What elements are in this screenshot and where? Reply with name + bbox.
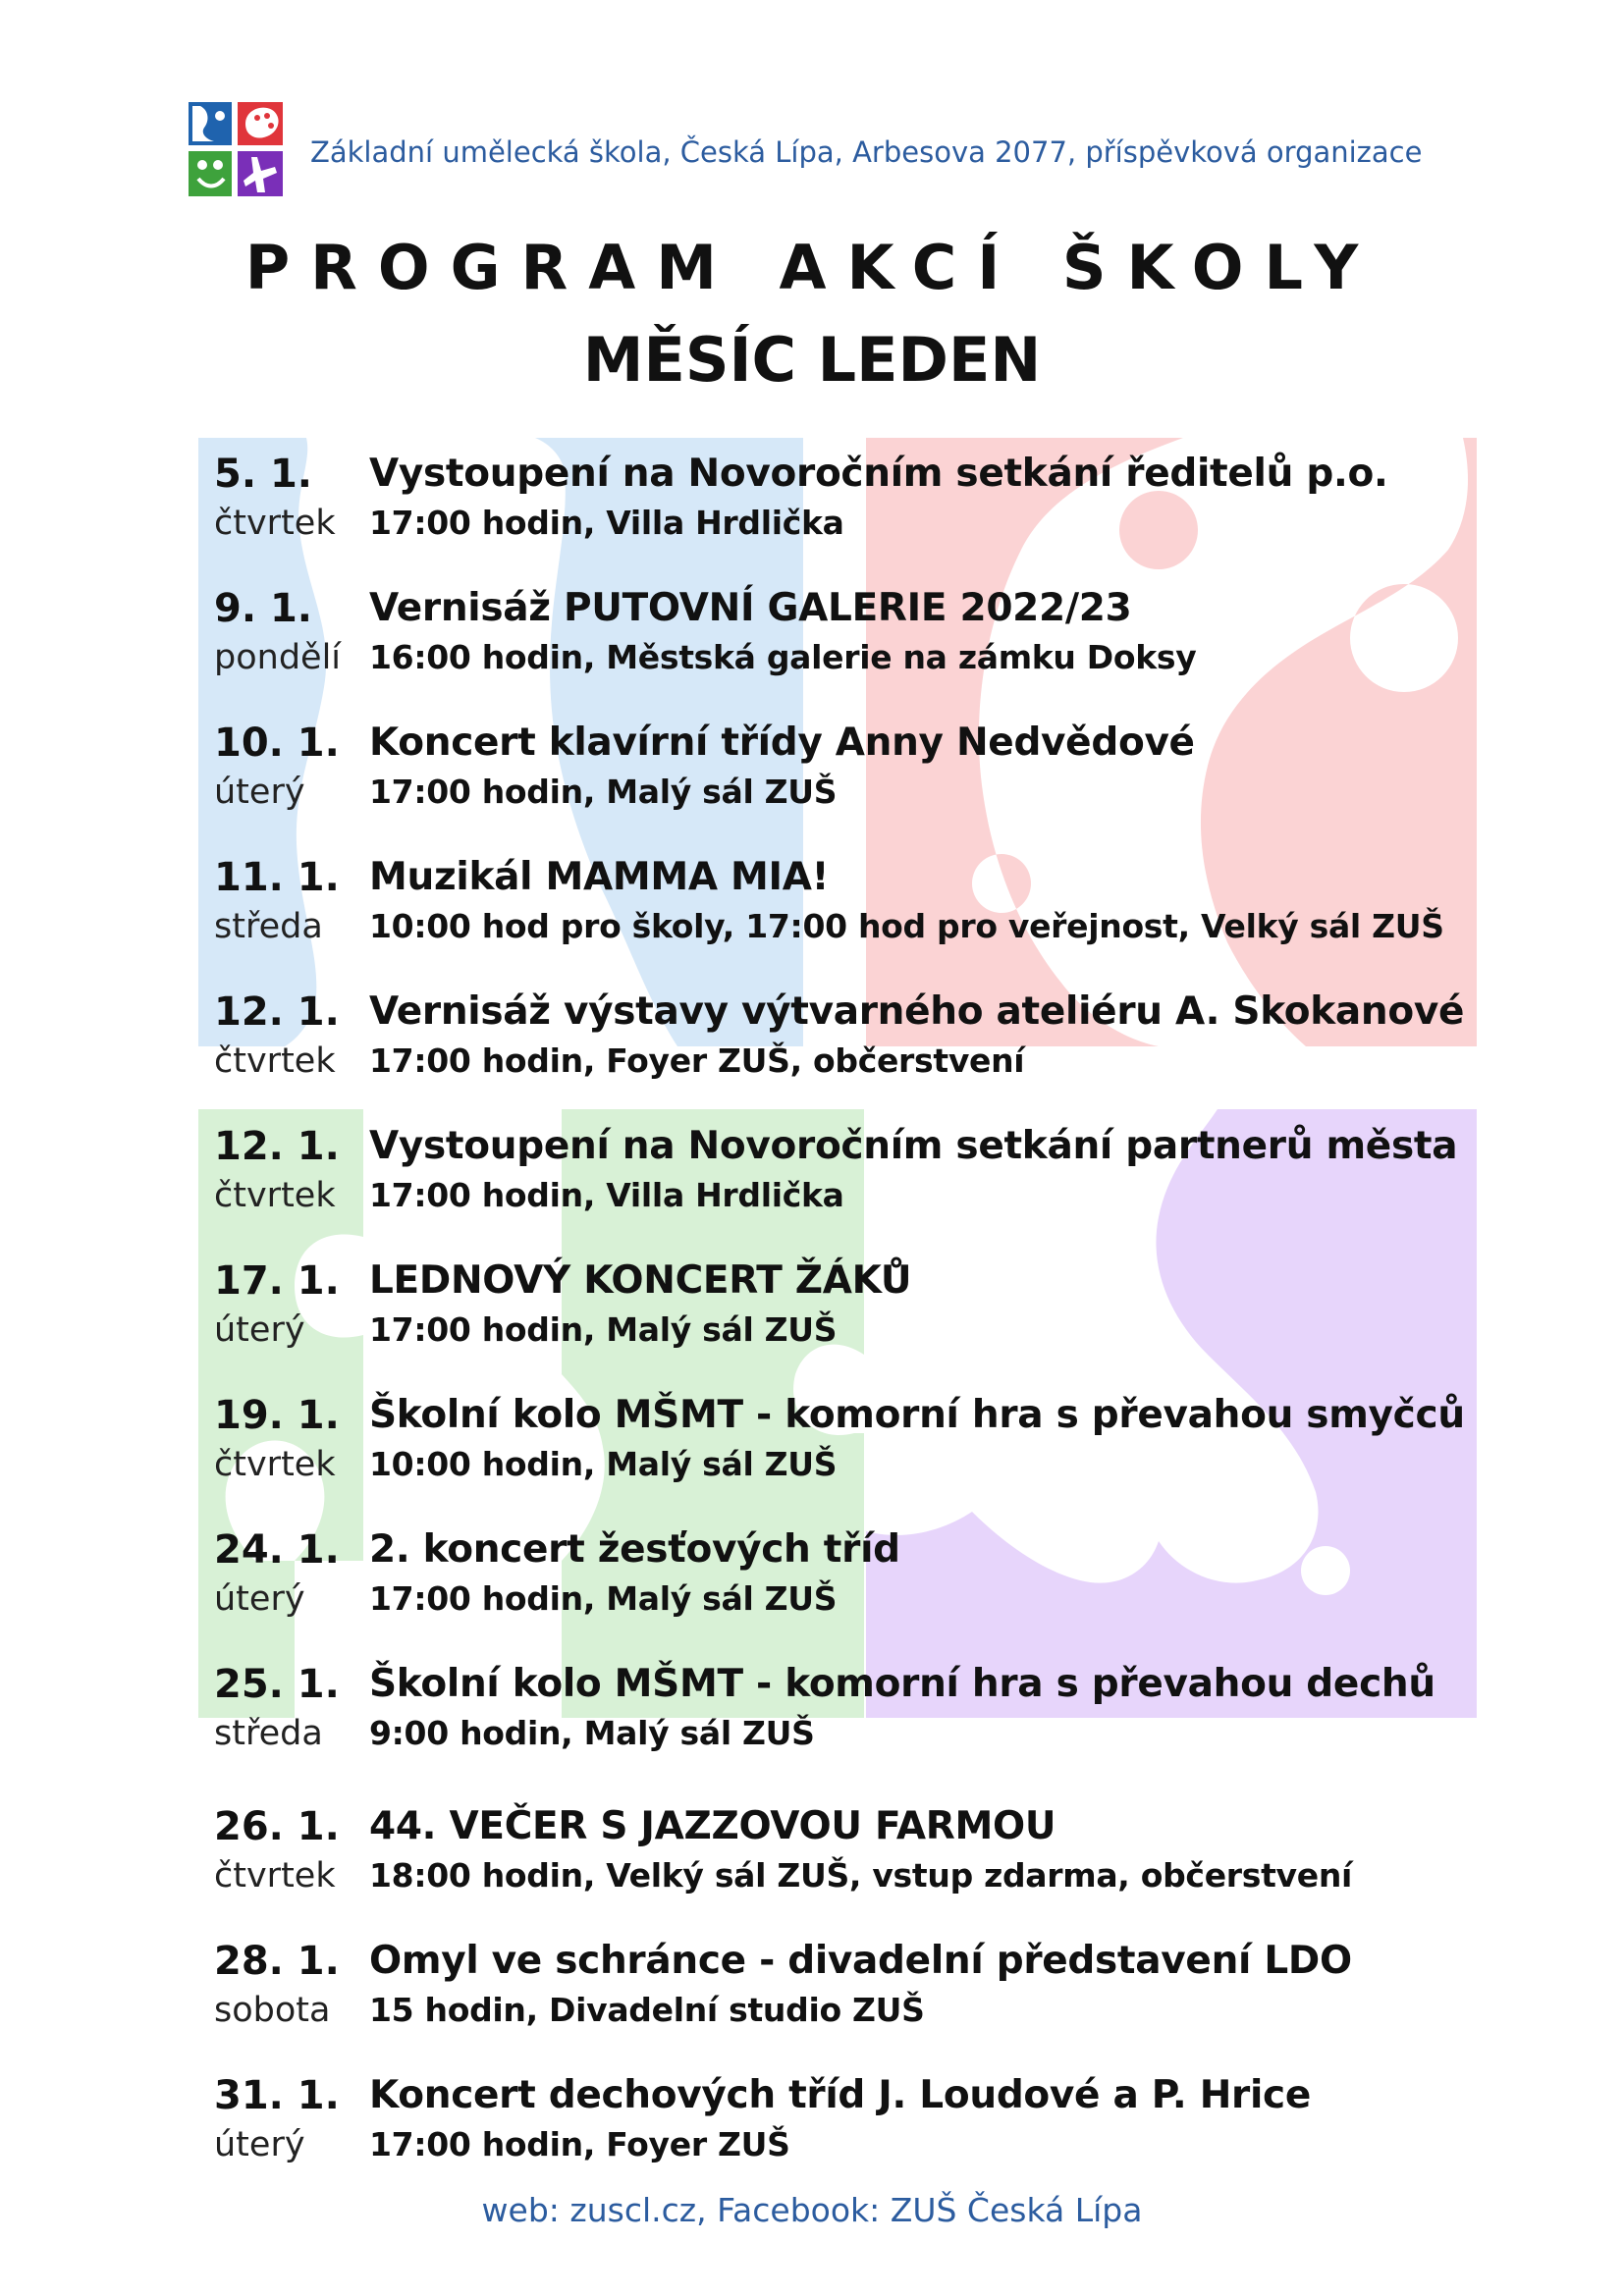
event-detail: 17:00 hodin, Villa Hrdlička [369,504,844,542]
event-item [214,1122,1490,1230]
event-item [214,1525,1490,1633]
event-title: Školní kolo MŠMT - komorní hra s převahou dechů [369,1662,1435,1706]
event-day: úterý [214,2125,305,2164]
event-date: 17. 1. [214,1258,340,1304]
logo-red-palette [238,102,283,145]
event-day: čtvrtek [214,1041,336,1081]
page-subtitle: MĚSÍC LEDEN [582,324,1042,396]
event-title: LEDNOVÝ KONCERT ŽÁKŮ [369,1258,912,1303]
event-date: 26. 1. [214,1804,340,1849]
event-date: 5. 1. [214,452,312,497]
event-detail: 17:00 hodin, Villa Hrdlička [369,1176,844,1214]
event-day: čtvrtek [214,1176,336,1215]
event-item [214,1937,1490,2045]
event-day: čtvrtek [214,1856,336,1896]
event-item [214,450,1490,558]
event-detail: 17:00 hodin, Foyer ZUŠ, občerstvení [369,1041,1025,1080]
event-item [214,988,1490,1095]
event-date: 9. 1. [214,586,312,631]
event-item [214,853,1490,961]
event-detail: 17:00 hodin, Malý sál ZUŠ [369,773,838,811]
event-date: 31. 1. [214,2073,340,2118]
event-day: středa [214,907,323,946]
event-date: 25. 1. [214,1662,340,1707]
school-logo [189,102,283,196]
logo-blue-figure [189,102,232,145]
event-item [214,1802,1490,1910]
event-detail: 9:00 hodin, Malý sál ZUŠ [369,1714,815,1752]
event-item [214,1660,1490,1768]
event-day: čtvrtek [214,504,336,543]
event-detail: 17:00 hodin, Malý sál ZUŠ [369,1310,838,1349]
event-date: 28. 1. [214,1939,340,1984]
school-name-header: Základní umělecká škola, Česká Lípa, Arbesova 2077, příspěvková organizace [310,135,1423,169]
event-title: Vernisáž PUTOVNÍ GALERIE 2022/23 [369,586,1132,630]
event-date: 24. 1. [214,1527,340,1573]
logo-purple-dancer [238,151,283,196]
logo-green-mask [189,151,232,196]
event-day: sobota [214,1991,331,2030]
event-day: pondělí [214,638,342,677]
event-title: Koncert dechových tříd J. Loudové a P. Hrice [369,2073,1312,2117]
event-item [214,584,1490,692]
event-title: Muzikál MAMMA MIA! [369,855,830,899]
event-day: čtvrtek [214,1445,336,1484]
event-date: 19. 1. [214,1393,340,1438]
event-title: 44. VEČER S JAZZOVOU FARMOU [369,1804,1056,1848]
event-detail: 10:00 hod pro školy, 17:00 hod pro veřejnost, Velký sál ZUŠ [369,907,1444,945]
event-detail: 10:00 hodin, Malý sál ZUŠ [369,1445,838,1483]
event-title: Školní kolo MŠMT - komorní hra s převahou smyčců [369,1393,1465,1437]
event-detail: 17:00 hodin, Foyer ZUŠ [369,2125,790,2163]
page-title: PROGRAM AKCÍ ŠKOLY [244,232,1380,303]
event-detail: 15 hodin, Divadelní studio ZUŠ [369,1991,925,2029]
event-date: 10. 1. [214,721,340,766]
event-date: 12. 1. [214,989,340,1035]
footer-web-facebook: web: zuscl.cz, Facebook: ZUŠ Česká Lípa [481,2191,1143,2229]
event-title: Vystoupení na Novoročním setkání partnerů města [369,1124,1458,1168]
event-date: 12. 1. [214,1124,340,1169]
event-title: 2. koncert žesťových tříd [369,1527,900,1572]
event-day: úterý [214,1579,305,1619]
event-day: středa [214,1714,323,1753]
event-title: Omyl ve schránce - divadelní představení LDO [369,1939,1352,1983]
event-title: Vernisáž výstavy výtvarného ateliéru A. Skokanové [369,989,1465,1034]
event-detail: 18:00 hodin, Velký sál ZUŠ, vstup zdarma, občerstvení [369,1856,1353,1895]
event-item [214,2071,1490,2179]
event-item [214,719,1490,827]
event-item [214,1256,1490,1364]
event-item [214,1391,1490,1499]
event-title: Vystoupení na Novoročním setkání ředitelů p.o. [369,452,1388,496]
event-title: Koncert klavírní třídy Anny Nedvědové [369,721,1195,765]
event-detail: 17:00 hodin, Malý sál ZUŠ [369,1579,838,1618]
event-day: úterý [214,1310,305,1350]
event-detail: 16:00 hodin, Městská galerie na zámku Doksy [369,638,1197,676]
event-date: 11. 1. [214,855,340,900]
event-day: úterý [214,773,305,812]
